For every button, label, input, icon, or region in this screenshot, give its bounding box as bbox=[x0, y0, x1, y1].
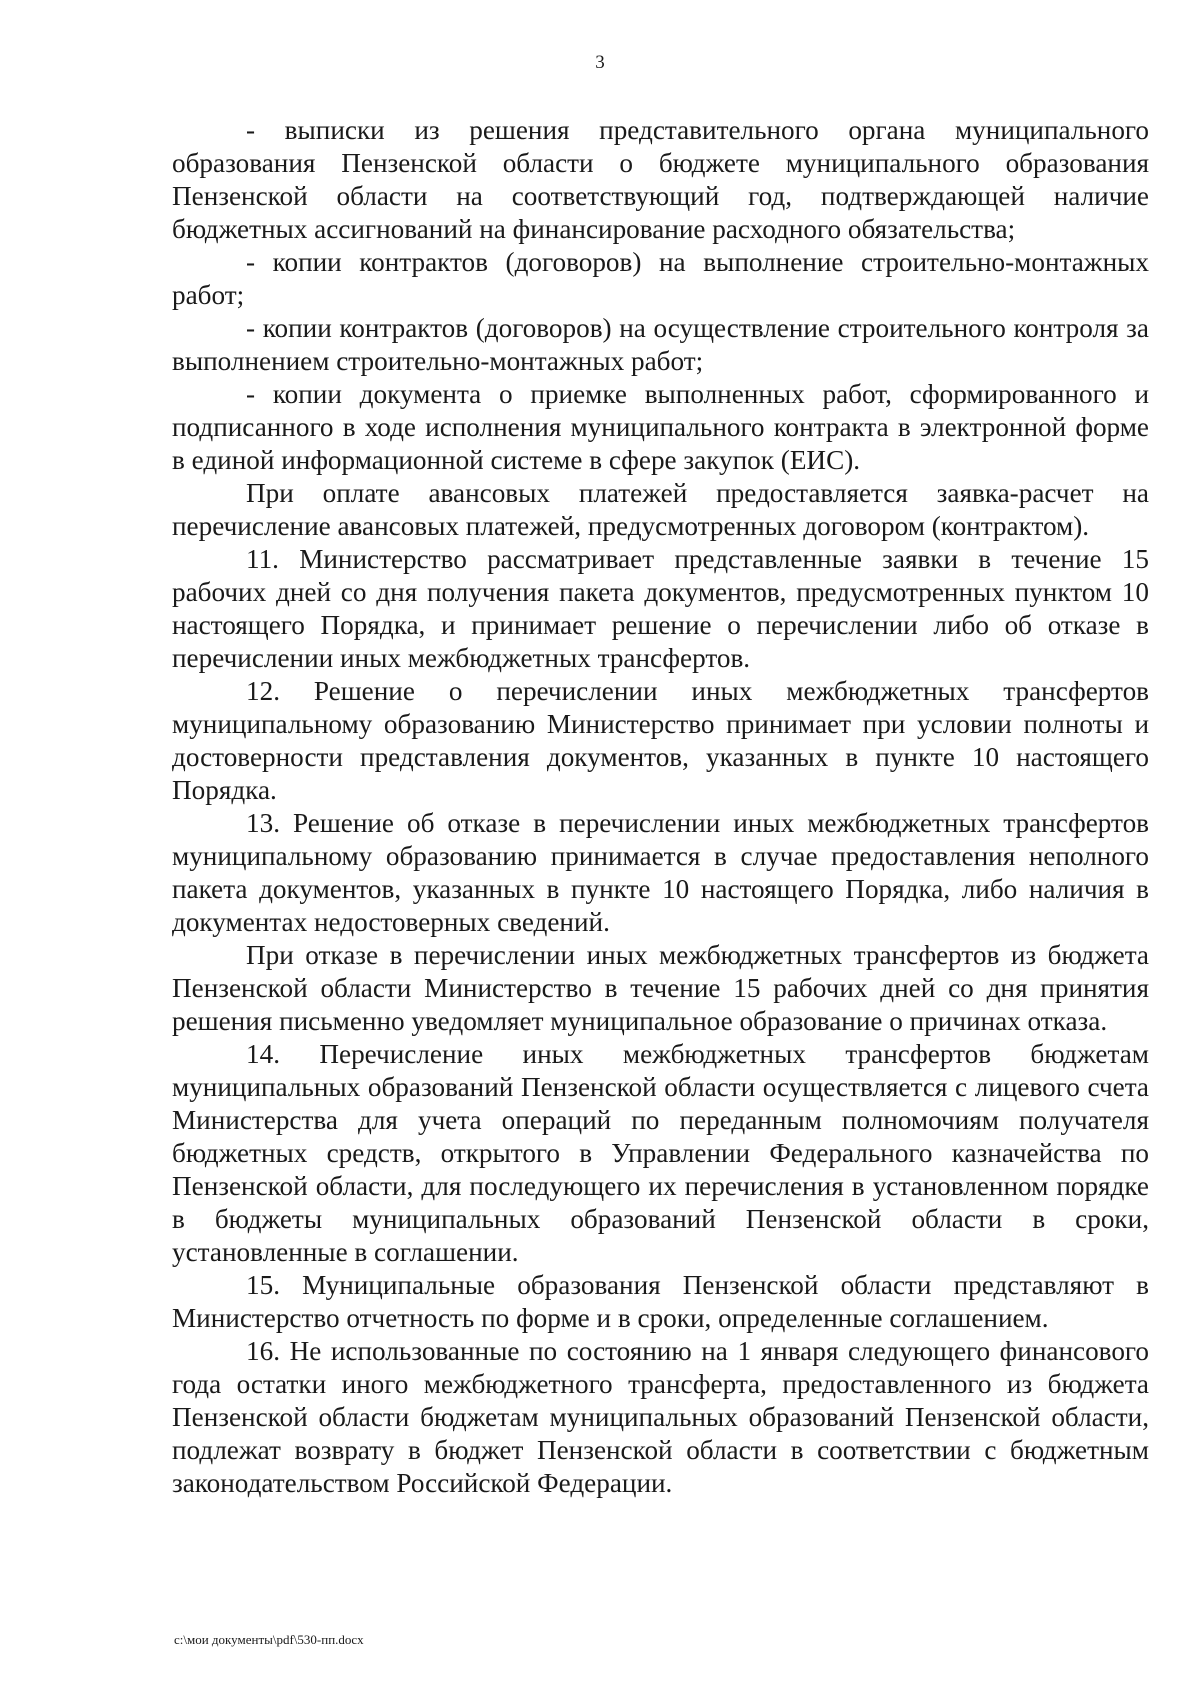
paragraph-advance-payments: При оплате авансовых платежей предоставляется заявка-расчет на перечисление авансовых платежей, предусмотренных договором (контрактом). bbox=[172, 478, 1149, 541]
paragraph-acceptance-document: - копии документа о приемке выполненных работ, сформированного и подписанного в ходе исполнения муниципального контракта в электронной форме в единой информационной системе в сфере закупок (ЕИС). bbox=[172, 379, 1149, 475]
paragraph-item-12: 12. Решение о перечислении иных межбюджетных трансфертов муниципальному образованию Министерство принимает при условии полноты и достоверности представления документов, указанных в пункте 10 настоящего Порядка. bbox=[172, 676, 1149, 805]
paragraph-control-contracts: - копии контрактов (договоров) на осуществление строительного контроля за выполнением строительно-монтажных работ; bbox=[172, 313, 1149, 376]
paragraph-budget-extract: - выписки из решения представительного органа муниципального образования Пензенской области о бюджете муниципального образования Пензенской области на соответствующий год, подтверждающей наличие бюджетных ассигнований на финансирование расходного обязательства; bbox=[172, 115, 1149, 244]
paragraph-construction-contracts: - копии контрактов (договоров) на выполнение строительно-монтажных работ; bbox=[172, 247, 1149, 310]
paragraph-item-15: 15. Муниципальные образования Пензенской области представляют в Министерство отчетность по форме и в сроки, определенные соглашением. bbox=[172, 1270, 1149, 1333]
paragraph-refusal-notice: При отказе в перечислении иных межбюджетных трансфертов из бюджета Пензенской области Министерство в течение 15 рабочих дней со дня принятия решения письменно уведомляет муниципальное образование о причинах отказа. bbox=[172, 940, 1149, 1036]
paragraph-item-11: 11. Министерство рассматривает представленные заявки в течение 15 рабочих дней со дня получения пакета документов, предусмотренных пунктом 10 настоящего Порядка, и принимает решение о перечислении либо об отказе в перечислении иных межбюджетных трансфертов. bbox=[172, 544, 1149, 673]
paragraph-item-16: 16. Не использованные по состоянию на 1 января следующего финансового года остатки иного межбюджетного трансферта, предоставленного из бюджета Пензенской области бюджетам муниципальных образований Пензенской области, подлежат возврату в бюджет Пензенской области в соответствии с бюджетным законодательством Российской Федерации. bbox=[172, 1336, 1149, 1498]
footer-file-path: c:\мои документы\pdf\530-пп.docx bbox=[174, 1632, 364, 1647]
paragraph-item-13: 13. Решение об отказе в перечислении иных межбюджетных трансфертов муниципальному образованию принимается в случае предоставления неполного пакета документов, указанных в пункте 10 настоящего Порядка, либо наличия в документах недостоверных сведений. bbox=[172, 808, 1149, 937]
document-body bbox=[172, 114, 1149, 1500]
paragraph-item-14: 14. Перечисление иных межбюджетных трансфертов бюджетам муниципальных образований Пензенской области осуществляется с лицевого счета Министерства для учета операций по переданным полномочиям получателя бюджетных средств, открытого в Управлении Федерального казначейства по Пензенской области, для последующего их перечисления в установленном порядке в бюджеты муниципальных образований Пензенской области в сроки, установленные в соглашении. bbox=[172, 1039, 1149, 1267]
page-number: 3 bbox=[595, 52, 605, 73]
